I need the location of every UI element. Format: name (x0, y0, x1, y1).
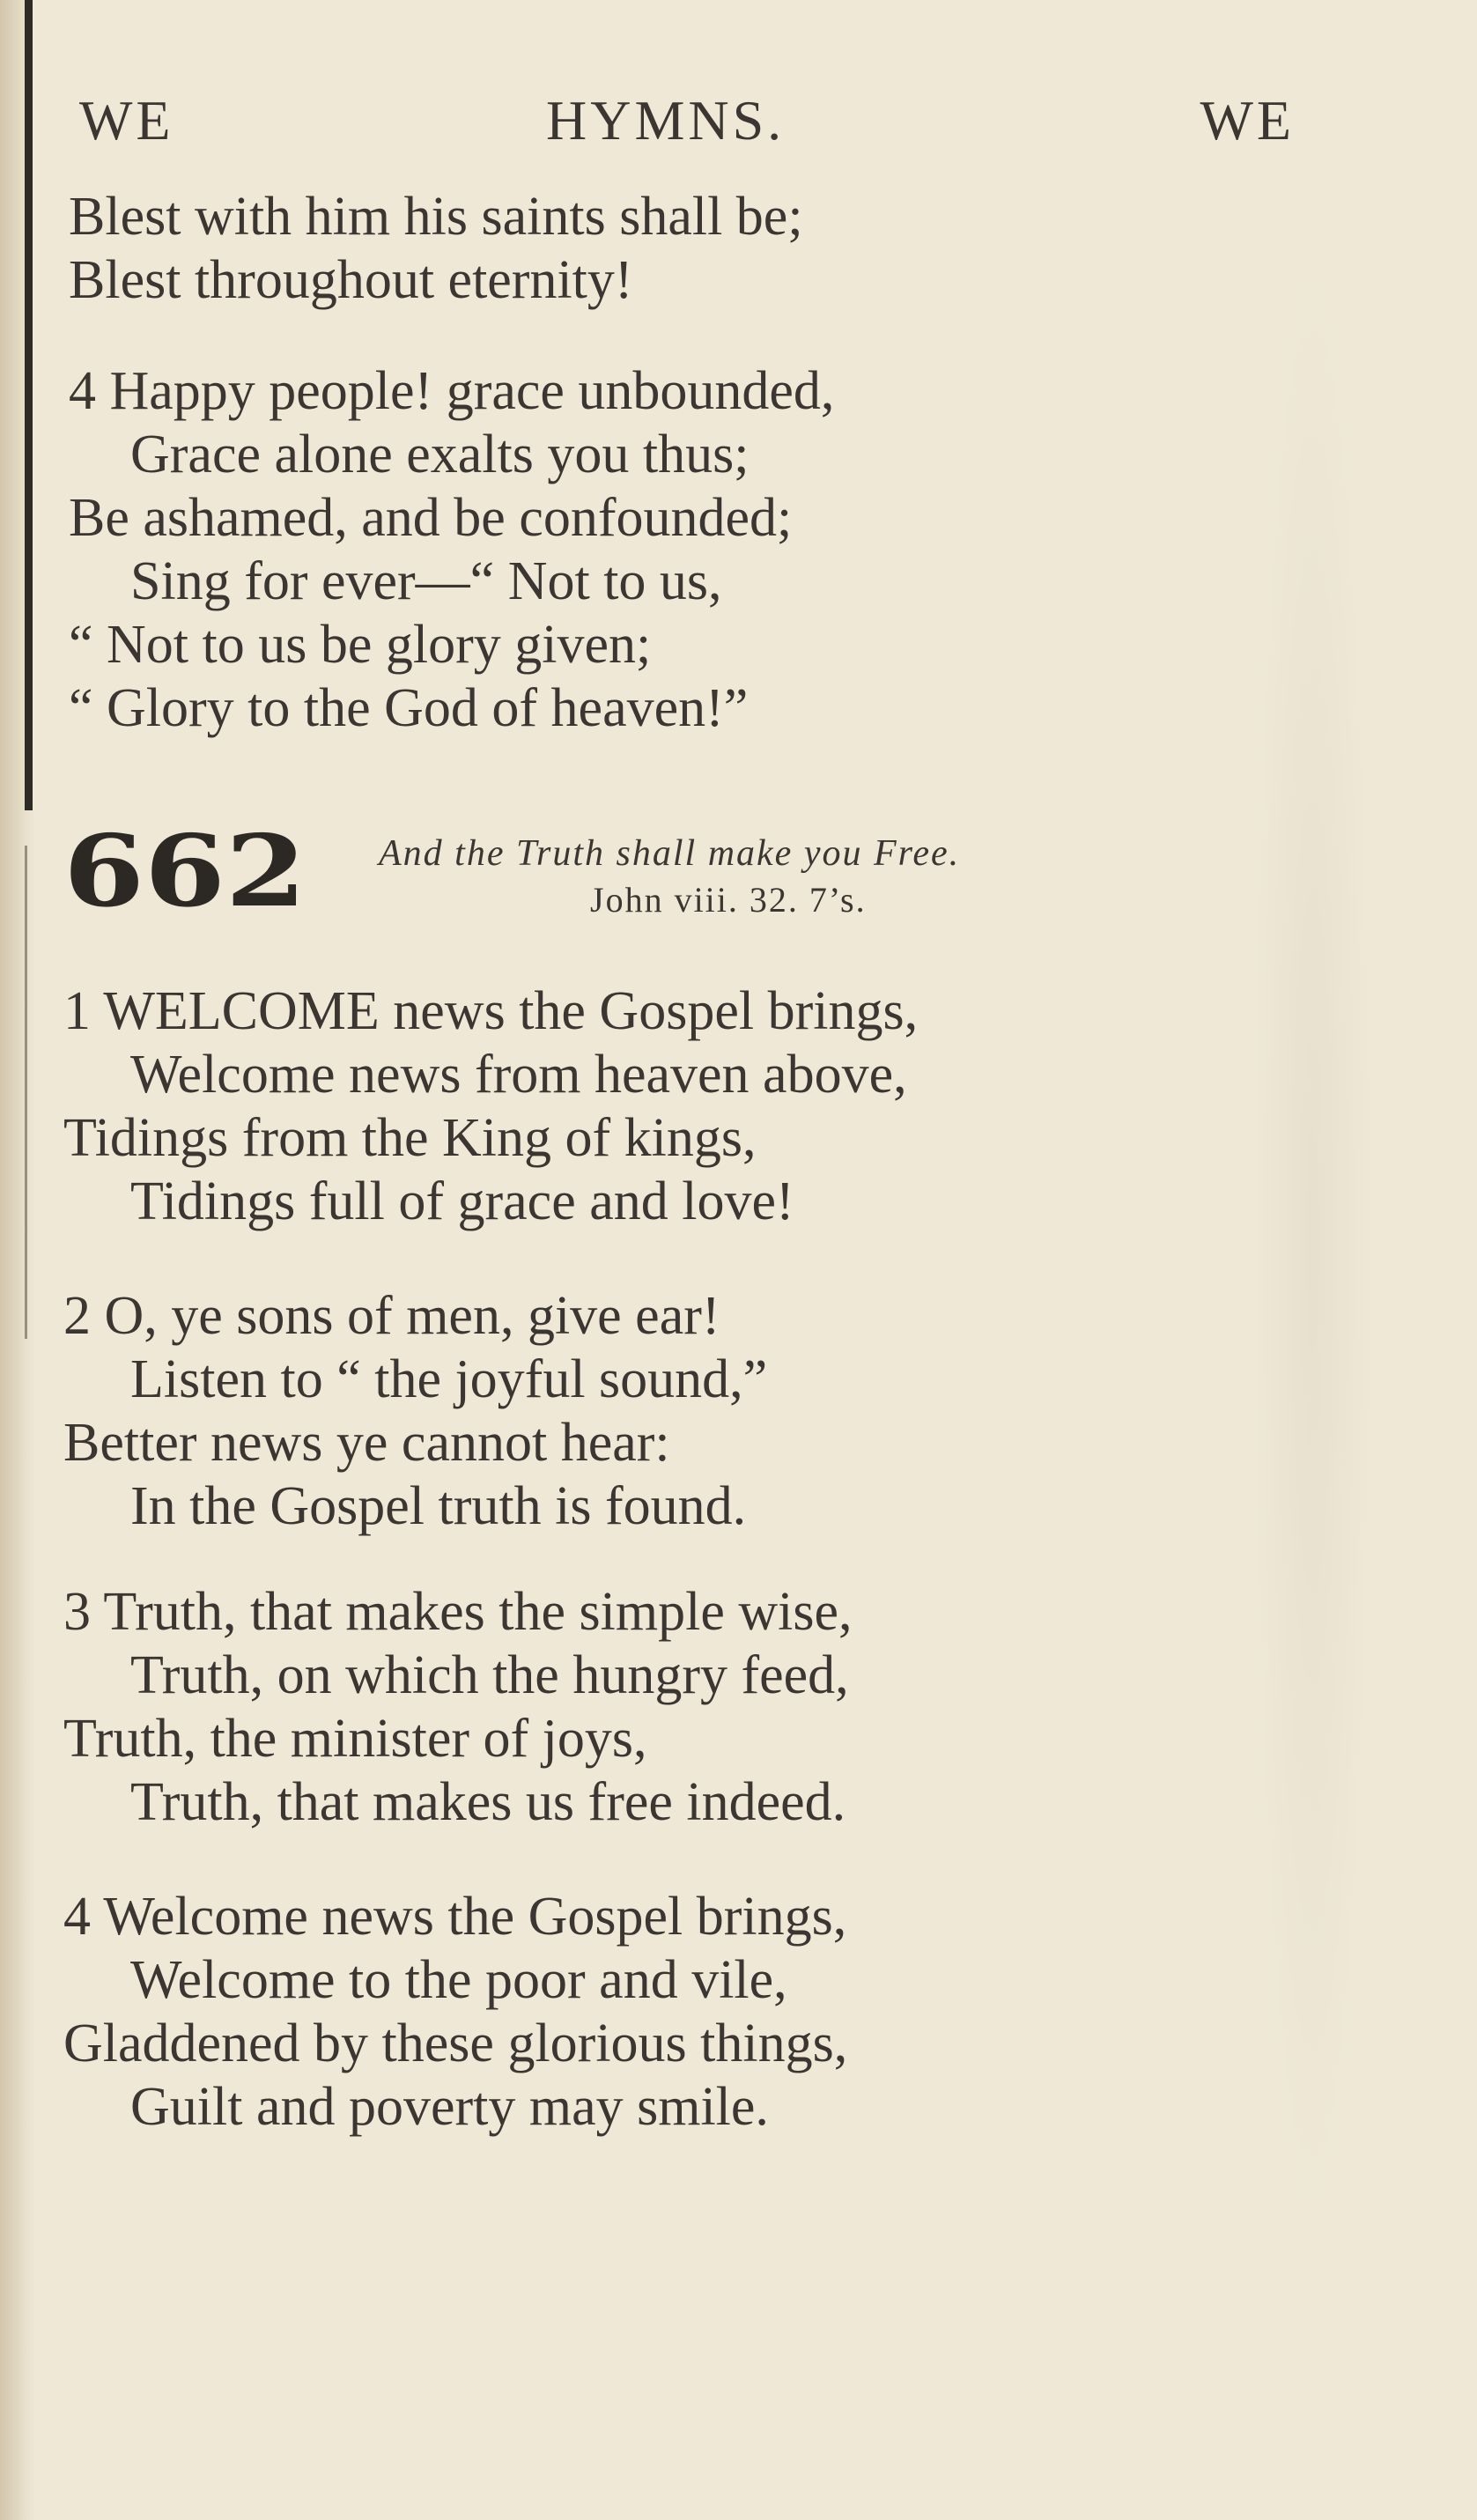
verse-line: Truth, on which the hungry feed, (130, 1645, 849, 1705)
verse-line: “ Not to us be glory given; (69, 615, 652, 675)
verse-line: 2 O, ye sons of men, give ear! (63, 1286, 720, 1346)
verse-line: Be ashamed, and be confounded; (69, 488, 793, 548)
verse-line: Tidings from the King of kings, (63, 1108, 757, 1168)
verse-line: In the Gospel truth is found. (130, 1476, 747, 1536)
verse-line: Gladdened by these glorious things, (63, 2014, 848, 2073)
verse-line: Better news ye cannot hear: (63, 1413, 670, 1473)
verse-line: 4 Happy people! grace unbounded, (69, 361, 835, 421)
verse-line: “ Glory to the God of heaven!” (69, 678, 749, 738)
verse-line: Sing for ever—“ Not to us, (130, 551, 722, 611)
verse-line: Guilt and poverty may smile. (130, 2077, 769, 2137)
hymn-number: 662 (63, 814, 306, 929)
verse-line: Tidings full of grace and love! (130, 1171, 794, 1231)
hymn-title: And the Truth shall make you Free. (379, 833, 961, 874)
verse-line: Truth, the minister of joys, (63, 1709, 647, 1769)
hymn-reference: John viii. 32. 7’s. (590, 880, 867, 920)
verse-line: Truth, that makes us free indeed. (130, 1772, 846, 1832)
binding-shadow (25, 0, 33, 810)
bleed-through (1251, 229, 1374, 2255)
verse-line: 3 Truth, that makes the simple wise, (63, 1582, 853, 1642)
header-title: HYMNS. (546, 89, 786, 151)
verse-line: Blest throughout eternity! (69, 250, 633, 310)
verse-line: 4 Welcome news the Gospel brings, (63, 1887, 847, 1947)
header-right-catchword: WE (1200, 89, 1295, 151)
verse-line: Welcome to the poor and vile, (130, 1950, 787, 2010)
verse-line: Welcome news from heaven above, (130, 1045, 907, 1105)
verse-line: Listen to “ the joyful sound,” (130, 1349, 768, 1409)
verse-line: 1 WELCOME news the Gospel brings, (63, 981, 919, 1041)
header-left-catchword: WE (79, 89, 174, 151)
verse-line: Grace alone exalts you thus; (130, 425, 750, 484)
running-header (79, 88, 1295, 159)
verse-line: Blest with him his saints shall be; (69, 187, 803, 247)
binding-line (25, 846, 27, 1339)
